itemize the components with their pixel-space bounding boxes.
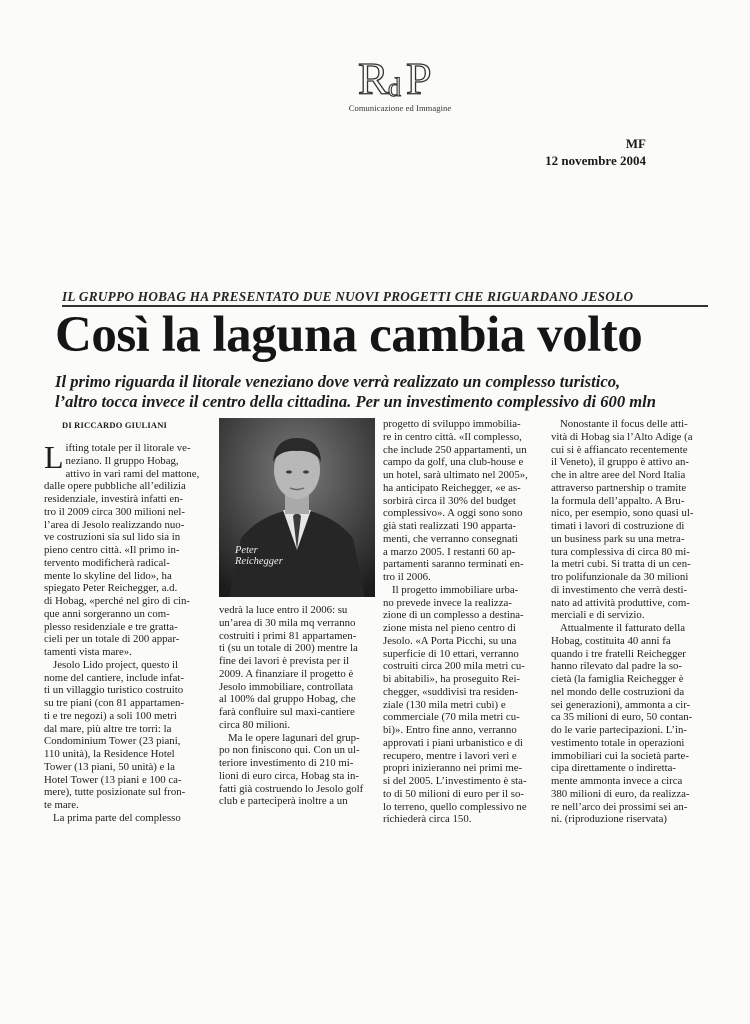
article-column-4 xyxy=(551,418,711,826)
text-line: tamenti vista mare». xyxy=(44,646,132,658)
text-line: bi)». Entro fine anno, verranno xyxy=(383,724,517,736)
text-line: vità di Hobag sia l’Alto Adige (a xyxy=(551,430,693,443)
text-line: su tre piani (con 81 appartamen- xyxy=(44,697,185,709)
text-line: propri inizieranno nei primi me- xyxy=(383,762,523,775)
text-line: ti (su un totale di 200) mentre la xyxy=(219,642,358,655)
text-line: teriore investimento di 210 mi- xyxy=(219,757,354,769)
source-block xyxy=(545,135,646,169)
svg-text:d: d xyxy=(388,73,401,102)
text-line: lo terreno, quello complessivo ne xyxy=(383,800,527,813)
article-column-1 xyxy=(44,439,209,825)
text-line: que anni sorgeranno un com- xyxy=(44,607,170,620)
text-line: immobiliari cui la società parte- xyxy=(551,749,689,762)
text-line: costruiti i primi 81 appartamen- xyxy=(219,629,357,642)
text-line: fine dei lavori è prevista per il xyxy=(219,655,350,667)
text-line: mente ammonta invece a circa xyxy=(551,775,683,787)
subhead-line: Il primo riguarda il litorale veneziano dove verrà realizzato un complesso turistico, xyxy=(55,372,621,391)
text-line: quando i tre fratelli Reichegger xyxy=(551,647,686,660)
text-line: cipa direttamente o indiretta- xyxy=(551,762,677,775)
text-line: chegger, «suddivisi tra residen- xyxy=(383,685,519,698)
text-line: campo da golf, una club-house e xyxy=(383,456,524,469)
text-line: 110 unità), la Residence Hotel xyxy=(44,748,175,760)
text-line: ti e tre negozi) a soli 100 metri xyxy=(44,709,177,722)
text-line: tervento modificherà radical- xyxy=(44,556,170,569)
text-line: residenziale, investirà infatti en- xyxy=(44,493,184,505)
article-column-3 xyxy=(383,418,543,826)
text-line: zione di un complesso a destina- xyxy=(383,609,524,622)
text-line: tro il 2009 circa 300 milioni nel- xyxy=(44,505,185,518)
publication-name: MF xyxy=(625,136,646,151)
text-line: di Hobag, «perché nel giro di cin- xyxy=(44,595,191,607)
text-line: Jesolo immobiliare, controllata xyxy=(219,680,354,693)
text-line: dalle opere pubbliche all’edilizia xyxy=(44,480,186,493)
text-line: tro polifunzionale da 30 milioni xyxy=(551,571,689,583)
article-headline: Così la laguna cambia volto xyxy=(55,307,643,363)
text-line: sorbirà circa il 30% del budget xyxy=(383,494,516,507)
text-line: vedrà la luce entro il 2006: su xyxy=(219,604,348,616)
article-column-2 xyxy=(219,604,379,808)
text-line: timati i lavori di costruzione di xyxy=(551,520,685,532)
text-line: mere), tutte posizionate sul fron- xyxy=(44,786,186,799)
text-line: re nell’arco dei prossimi sei an- xyxy=(551,800,688,813)
text-line: progetto di sviluppo immobilia- xyxy=(383,418,521,430)
text-line: hanno rilevato dal padre la so- xyxy=(551,660,683,673)
text-line: la formula dell’appalto. A Bru- xyxy=(551,494,685,507)
text-line: mente lo skyline del lido», ha xyxy=(44,569,172,582)
author-photo xyxy=(219,418,375,597)
text-line: Tower (13 piani, 50 unità) e la xyxy=(44,760,175,773)
text-line: Jesolo Lido project, questo il xyxy=(53,658,179,671)
text-line: tro il 2006. xyxy=(383,571,431,583)
text-line: bi abitabili», ha proseguito Rei- xyxy=(383,673,521,685)
text-line: la metri cubi. Si tratta di un cen- xyxy=(551,558,691,571)
text-line: di investimento che verrà desti- xyxy=(551,583,688,596)
text-line: Condominium Tower (23 piani, xyxy=(44,735,181,748)
text-line: un hotel, sarà ultimato nel 2005», xyxy=(383,469,528,481)
text-line: Ma le opere lagunari del grup- xyxy=(228,731,360,744)
text-line: pieno centro città. «Il primo in- xyxy=(44,544,180,556)
rdp-logo-mark xyxy=(354,50,446,102)
text-line: ve costruzioni sia sul lido sia in xyxy=(44,531,181,544)
text-line: ca 35 milioni di euro, 50 contan- xyxy=(551,711,693,724)
text-line: vestimento totale in operazioni xyxy=(551,736,685,749)
text-line: po non finiscono qui. Con un ul- xyxy=(219,744,360,757)
text-line: dal mare, più altre tre torri: la xyxy=(44,722,172,735)
text-line: nel mondo delle costruzioni da xyxy=(551,685,685,698)
text-line: ni. (riproduzione riservata) xyxy=(551,813,668,826)
text-line: il Veneto), il gruppo è attivo an- xyxy=(551,456,690,469)
text-line: to di 50 milioni di euro per il so- xyxy=(383,787,524,800)
text-line: nome del cantiere, include infat- xyxy=(44,671,184,684)
text-line: Hobag, costituita 40 anni fa xyxy=(551,634,671,647)
subhead-line: l’altro tocca invece il centro della cittadina. Per un investimento complessivo di 600 mln xyxy=(55,392,657,411)
text-line: ziale (130 mila metri cubi) e xyxy=(383,698,506,711)
text-line: a marzo 2005. I restanti 60 ap- xyxy=(383,545,516,558)
text-line: no prevede invece la realizza- xyxy=(383,596,512,609)
text-line: al 100% dal gruppo Hobag, che xyxy=(219,693,356,706)
article-subhead xyxy=(55,372,745,412)
text-line: 2009. A finanziare il progetto è xyxy=(219,667,354,680)
text-line: club e parteciperà inoltre a un xyxy=(219,795,348,808)
text-line: l’area di Jesolo realizzando nuo- xyxy=(44,518,185,531)
text-line: ha anticipato Reichegger, «e as- xyxy=(383,481,521,494)
text-line: plesso residenziale e tre gratta- xyxy=(44,620,178,633)
text-line: costruiti circa 200 mila metri cu- xyxy=(383,660,525,673)
text-line: lioni di euro circa, Hobag sta in- xyxy=(219,769,360,782)
caption-line: Peter xyxy=(235,545,258,556)
caption-line: Reichegger xyxy=(235,556,283,567)
text-line: commerciale (70 mila metri cu- xyxy=(383,711,520,724)
text-line: un business park su una metra- xyxy=(551,532,685,545)
text-line: complessivo». A oggi sono sono xyxy=(383,507,523,520)
text-line: circa 80 milioni. xyxy=(219,718,291,731)
text-line: già stati realizzati 190 apparta- xyxy=(383,520,517,532)
text-line: fatti già costruendo lo Jesolo golf xyxy=(219,782,364,795)
text-line: te mare. xyxy=(44,799,79,811)
text-line: do le varie partecipazioni. L’in- xyxy=(551,724,688,736)
text-line: che in altre aree del Nord Italia xyxy=(551,469,686,481)
text-line: Hotel Tower (13 piani e 100 ca- xyxy=(44,773,182,786)
text-line: cieli per un totale di 200 appar- xyxy=(44,633,180,646)
text-line: ifting totale per il litorale ve- xyxy=(65,442,191,454)
text-line: zione mista nel pieno centro di xyxy=(383,622,516,634)
text-line: sei generazioni), ammonta a cir- xyxy=(551,698,691,711)
text-line: partamenti saranno terminati en- xyxy=(383,558,524,571)
text-line: attraverso partnership o tramite xyxy=(551,481,687,494)
text-line: farà confluire sul maxi-cantiere xyxy=(219,706,355,718)
text-line: menti, che verranno consegnati xyxy=(383,532,518,545)
text-line: tura complessiva di circa 80 mi- xyxy=(551,545,690,558)
text-line: cietà (la famiglia Reichegger è xyxy=(551,673,684,685)
text-line: si del 2005. L’investimento è sta- xyxy=(383,775,527,787)
svg-text:P: P xyxy=(406,53,432,102)
text-line: La prima parte del complesso xyxy=(53,811,181,824)
text-line: approvati i piani urbanistico e di xyxy=(383,736,524,749)
text-line: recupero, mentre i lavori veri e xyxy=(383,749,517,762)
portrait-image xyxy=(219,418,375,597)
article-byline: DI RICCARDO GIULIANI xyxy=(62,420,168,430)
text-line: Nonostante il focus delle atti- xyxy=(560,418,688,430)
text-line: nato ad attività produttive, com- xyxy=(551,596,690,609)
text-line: cui si è affiancato recentemente xyxy=(551,443,688,456)
text-line: neziano. Il gruppo Hobag, xyxy=(65,454,179,467)
photo-caption xyxy=(235,545,283,567)
text-line: attivo in vari rami del mattone, xyxy=(65,467,200,480)
text-line: merciali e di servizio. xyxy=(551,609,645,622)
text-line: un’area di 30 mila mq verranno xyxy=(219,616,356,629)
article-kicker: IL GRUPPO HOBAG HA PRESENTATO DUE NUOVI PROGETTI CHE RIGUARDANO JESOLO xyxy=(62,289,634,304)
publication-date: 12 novembre 2004 xyxy=(545,153,646,168)
text-line: Jesolo. «A Porta Picchi, su una xyxy=(383,634,517,647)
text-line: Attualmente il fatturato della xyxy=(560,622,686,634)
logo-subtitle: Comunicazione ed Immagine xyxy=(348,103,452,113)
text-line: 380 milioni di euro, da realizza- xyxy=(551,787,690,800)
text-line: nico, per esempio, sono quasi ul- xyxy=(551,507,694,520)
rdp-logo xyxy=(330,50,470,113)
drop-cap: L xyxy=(44,439,64,475)
text-line: ti un villaggio turistico costruito xyxy=(44,684,184,697)
text-line: re in centro città. «Il complesso, xyxy=(383,430,522,443)
text-line: superficie di 10 ettari, verranno xyxy=(383,647,519,660)
text-line: spiegato Peter Reichegger, a.d. xyxy=(44,582,178,595)
text-line: Il progetto immobiliare urba- xyxy=(392,583,519,596)
text-line: che include 250 appartamenti, un xyxy=(383,443,527,456)
text-line: richiederà circa 150. xyxy=(383,813,472,826)
svg-text:R: R xyxy=(358,53,389,102)
